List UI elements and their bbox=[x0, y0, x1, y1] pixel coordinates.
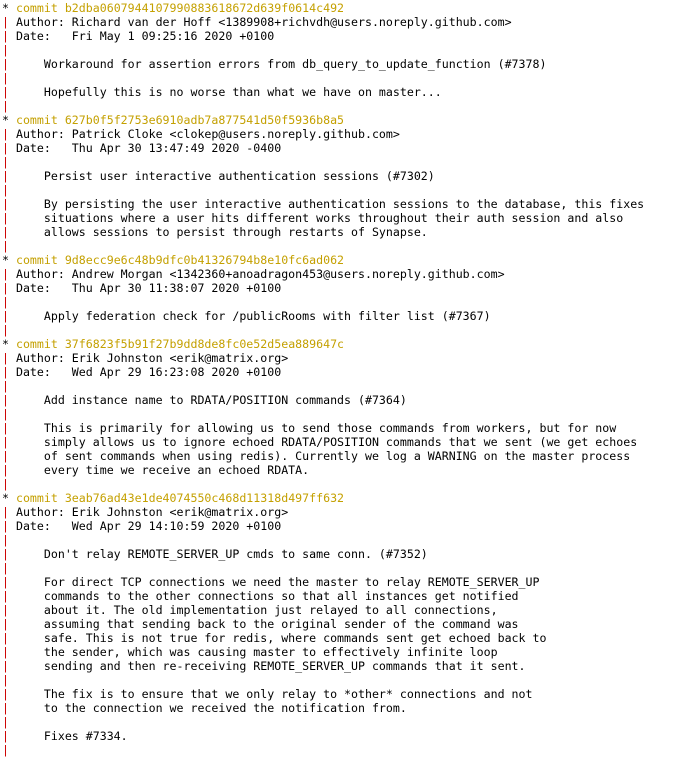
graph-pipe: | bbox=[2, 127, 9, 141]
graph-pipe: | bbox=[2, 211, 9, 225]
commit-date: Date: Thu Apr 30 11:38:07 2020 +0100 bbox=[8, 281, 282, 295]
message-line bbox=[2, 211, 692, 225]
commit-hash: commit b2dba0607944107990883618672d639f0614c492 bbox=[15, 1, 345, 15]
graph-pipe: | bbox=[2, 589, 9, 603]
graph-star: * bbox=[2, 491, 16, 505]
commit-message-text: Apply federation check for /publicRooms with filter list (#7367) bbox=[8, 309, 491, 323]
commit-date: Date: Wed Apr 29 16:23:08 2020 +0100 bbox=[8, 365, 282, 379]
commit-header-line bbox=[2, 337, 692, 351]
commit-message-text: every time we receive an echoed RDATA. bbox=[8, 463, 310, 477]
message-line bbox=[2, 617, 692, 631]
graph-pipe: | bbox=[2, 169, 9, 183]
graph-pipe: | bbox=[2, 687, 9, 701]
graph-pipe: | bbox=[2, 197, 9, 211]
blank-graph-line bbox=[2, 99, 692, 113]
graph-pipe: | bbox=[2, 225, 9, 239]
commit-message-text: of sent commands when using redis). Currently we log a WARNING on the master process bbox=[8, 449, 631, 463]
blank-graph-line bbox=[2, 673, 692, 687]
message-line bbox=[2, 421, 692, 435]
graph-pipe: | bbox=[2, 309, 9, 323]
commit-header-line bbox=[2, 491, 692, 505]
message-line bbox=[2, 645, 692, 659]
graph-pipe: | bbox=[2, 323, 9, 337]
message-line bbox=[2, 589, 692, 603]
graph-star: * bbox=[2, 253, 16, 267]
message-line bbox=[2, 197, 692, 211]
message-line bbox=[2, 169, 692, 183]
graph-pipe: | bbox=[2, 463, 9, 477]
graph-pipe: | bbox=[2, 617, 9, 631]
message-line bbox=[2, 309, 692, 323]
commit-message-text: This is primarily for allowing us to send those commands from workers, but for now bbox=[8, 421, 617, 435]
message-line bbox=[2, 603, 692, 617]
blank-graph-line bbox=[2, 323, 692, 337]
graph-pipe: | bbox=[2, 99, 9, 113]
graph-pipe: | bbox=[2, 715, 9, 729]
commit-message-text: Add instance name to RDATA/POSITION commands (#7364) bbox=[8, 393, 407, 407]
commit-message-text: sending and then re-receiving REMOTE_SERVER_UP commands that it sent. bbox=[8, 659, 526, 673]
graph-pipe: | bbox=[2, 393, 9, 407]
graph-pipe: | bbox=[2, 43, 9, 57]
author-line bbox=[2, 505, 692, 519]
graph-pipe: | bbox=[2, 57, 9, 71]
message-line bbox=[2, 659, 692, 673]
graph-pipe: | bbox=[2, 505, 9, 519]
commit-message-text: allows sessions to persist through restarts of Synapse. bbox=[8, 225, 428, 239]
blank-graph-line bbox=[2, 407, 692, 421]
graph-pipe: | bbox=[2, 141, 9, 155]
commit-message-text: simply allows us to ignore echoed RDATA/POSITION commands that we sent (we get echoes bbox=[8, 435, 638, 449]
commit-message-text: safe. This is not true for redis, where commands sent get echoed back to bbox=[8, 631, 547, 645]
message-line bbox=[2, 701, 692, 715]
graph-pipe: | bbox=[2, 351, 9, 365]
blank-graph-line bbox=[2, 379, 692, 393]
commit-message-text: commands to the other connections so that all instances get notified bbox=[8, 589, 519, 603]
graph-pipe: | bbox=[2, 449, 9, 463]
commit-hash: commit 37f6823f5b91f27b9dd8de8fc0e52d5ea889647c bbox=[15, 337, 345, 351]
date-line bbox=[2, 29, 692, 43]
commit-author: Author: Patrick Cloke <clokep@users.noreply.github.com> bbox=[8, 127, 400, 141]
commit-message-text: situations where a user hits different works throughout their auth session and also bbox=[8, 211, 624, 225]
message-line bbox=[2, 463, 692, 477]
graph-pipe: | bbox=[2, 631, 9, 645]
commit-hash: commit 627b0f5f2753e6910adb7a877541d50f5936b8a5 bbox=[15, 113, 345, 127]
author-line bbox=[2, 127, 692, 141]
commit-message-text: For direct TCP connections we need the master to relay REMOTE_SERVER_UP bbox=[8, 575, 540, 589]
date-line bbox=[2, 519, 692, 533]
message-line bbox=[2, 225, 692, 239]
blank-graph-line bbox=[2, 155, 692, 169]
message-line bbox=[2, 687, 692, 701]
commit-hash: commit 9d8ecc9e6c48b9dfc0b41326794b8e10fc6ad062 bbox=[15, 253, 345, 267]
graph-pipe: | bbox=[2, 183, 9, 197]
commit-date: Date: Fri May 1 09:25:16 2020 +0100 bbox=[8, 29, 275, 43]
blank-graph-line bbox=[2, 477, 692, 491]
message-line bbox=[2, 631, 692, 645]
graph-pipe: | bbox=[2, 267, 9, 281]
commit-message-text: Fixes #7334. bbox=[8, 729, 128, 743]
blank-graph-line bbox=[2, 71, 692, 85]
blank-graph-line bbox=[2, 743, 692, 757]
graph-star: * bbox=[2, 113, 16, 127]
graph-pipe: | bbox=[2, 673, 9, 687]
graph-pipe: | bbox=[2, 561, 9, 575]
graph-pipe: | bbox=[2, 575, 9, 589]
commit-message-text: to the connection we received the notification from. bbox=[8, 701, 407, 715]
graph-pipe: | bbox=[2, 477, 9, 491]
commit-message-text: Workaround for assertion errors from db_query_to_update_function (#7378) bbox=[8, 57, 547, 71]
blank-graph-line bbox=[2, 43, 692, 57]
commit-message-text: about it. The old implementation just relayed to all connections, bbox=[8, 603, 498, 617]
message-line bbox=[2, 85, 692, 99]
commit-author: Author: Erik Johnston <erik@matrix.org> bbox=[8, 351, 289, 365]
blank-graph-line bbox=[2, 533, 692, 547]
commit-message-text: By persisting the user interactive authentication sessions to the database, this fixes bbox=[8, 197, 645, 211]
graph-pipe: | bbox=[2, 729, 9, 743]
graph-pipe: | bbox=[2, 421, 9, 435]
message-line bbox=[2, 435, 692, 449]
message-line bbox=[2, 575, 692, 589]
date-line bbox=[2, 141, 692, 155]
graph-pipe: | bbox=[2, 29, 9, 43]
graph-pipe: | bbox=[2, 71, 9, 85]
graph-pipe: | bbox=[2, 239, 9, 253]
message-line bbox=[2, 547, 692, 561]
graph-pipe: | bbox=[2, 701, 9, 715]
author-line bbox=[2, 351, 692, 365]
graph-pipe: | bbox=[2, 659, 9, 673]
date-line bbox=[2, 365, 692, 379]
commit-date: Date: Thu Apr 30 13:47:49 2020 -0400 bbox=[8, 141, 282, 155]
blank-graph-line bbox=[2, 295, 692, 309]
graph-pipe: | bbox=[2, 379, 9, 393]
commit-message-text: Don't relay REMOTE_SERVER_UP cmds to same conn. (#7352) bbox=[8, 547, 428, 561]
graph-star: * bbox=[2, 1, 16, 15]
message-line bbox=[2, 449, 692, 463]
graph-pipe: | bbox=[2, 547, 9, 561]
author-line bbox=[2, 267, 692, 281]
graph-pipe: | bbox=[2, 407, 9, 421]
commit-message-text: The fix is to ensure that we only relay to *other* connections and not bbox=[8, 687, 533, 701]
graph-pipe: | bbox=[2, 533, 9, 547]
commit-header-line bbox=[2, 113, 692, 127]
commit-header-line bbox=[2, 1, 692, 15]
commit-header-line bbox=[2, 253, 692, 267]
commit-date: Date: Wed Apr 29 14:10:59 2020 +0100 bbox=[8, 519, 282, 533]
commit-author: Author: Andrew Morgan <1342360+anoadragon453@users.noreply.github.com> bbox=[8, 267, 505, 281]
commit-message-text: assuming that sending back to the original sender of the command was bbox=[8, 617, 519, 631]
commit-message-text: Hopefully this is no worse than what we have on master... bbox=[8, 85, 442, 99]
blank-graph-line bbox=[2, 183, 692, 197]
message-line bbox=[2, 729, 692, 743]
graph-pipe: | bbox=[2, 85, 9, 99]
graph-pipe: | bbox=[2, 365, 9, 379]
graph-pipe: | bbox=[2, 435, 9, 449]
commit-hash: commit 3eab76ad43e1de4074550c468d11318d497ff632 bbox=[15, 491, 345, 505]
graph-pipe: | bbox=[2, 743, 9, 757]
author-line bbox=[2, 15, 692, 29]
message-line bbox=[2, 57, 692, 71]
graph-pipe: | bbox=[2, 603, 9, 617]
graph-pipe: | bbox=[2, 15, 9, 29]
graph-pipe: | bbox=[2, 519, 9, 533]
date-line bbox=[2, 281, 692, 295]
blank-graph-line bbox=[2, 239, 692, 253]
commit-message-text: Persist user interactive authentication sessions (#7302) bbox=[8, 169, 435, 183]
commit-author: Author: Richard van der Hoff <1389908+richvdh@users.noreply.github.com> bbox=[8, 15, 512, 29]
graph-star: * bbox=[2, 337, 16, 351]
commit-author: Author: Erik Johnston <erik@matrix.org> bbox=[8, 505, 289, 519]
graph-pipe: | bbox=[2, 295, 9, 309]
graph-pipe: | bbox=[2, 281, 9, 295]
graph-pipe: | bbox=[2, 155, 9, 169]
message-line bbox=[2, 393, 692, 407]
blank-graph-line bbox=[2, 561, 692, 575]
blank-graph-line bbox=[2, 715, 692, 729]
commit-message-text: the sender, which was causing master to effectively infinite loop bbox=[8, 645, 498, 659]
graph-pipe: | bbox=[2, 645, 9, 659]
